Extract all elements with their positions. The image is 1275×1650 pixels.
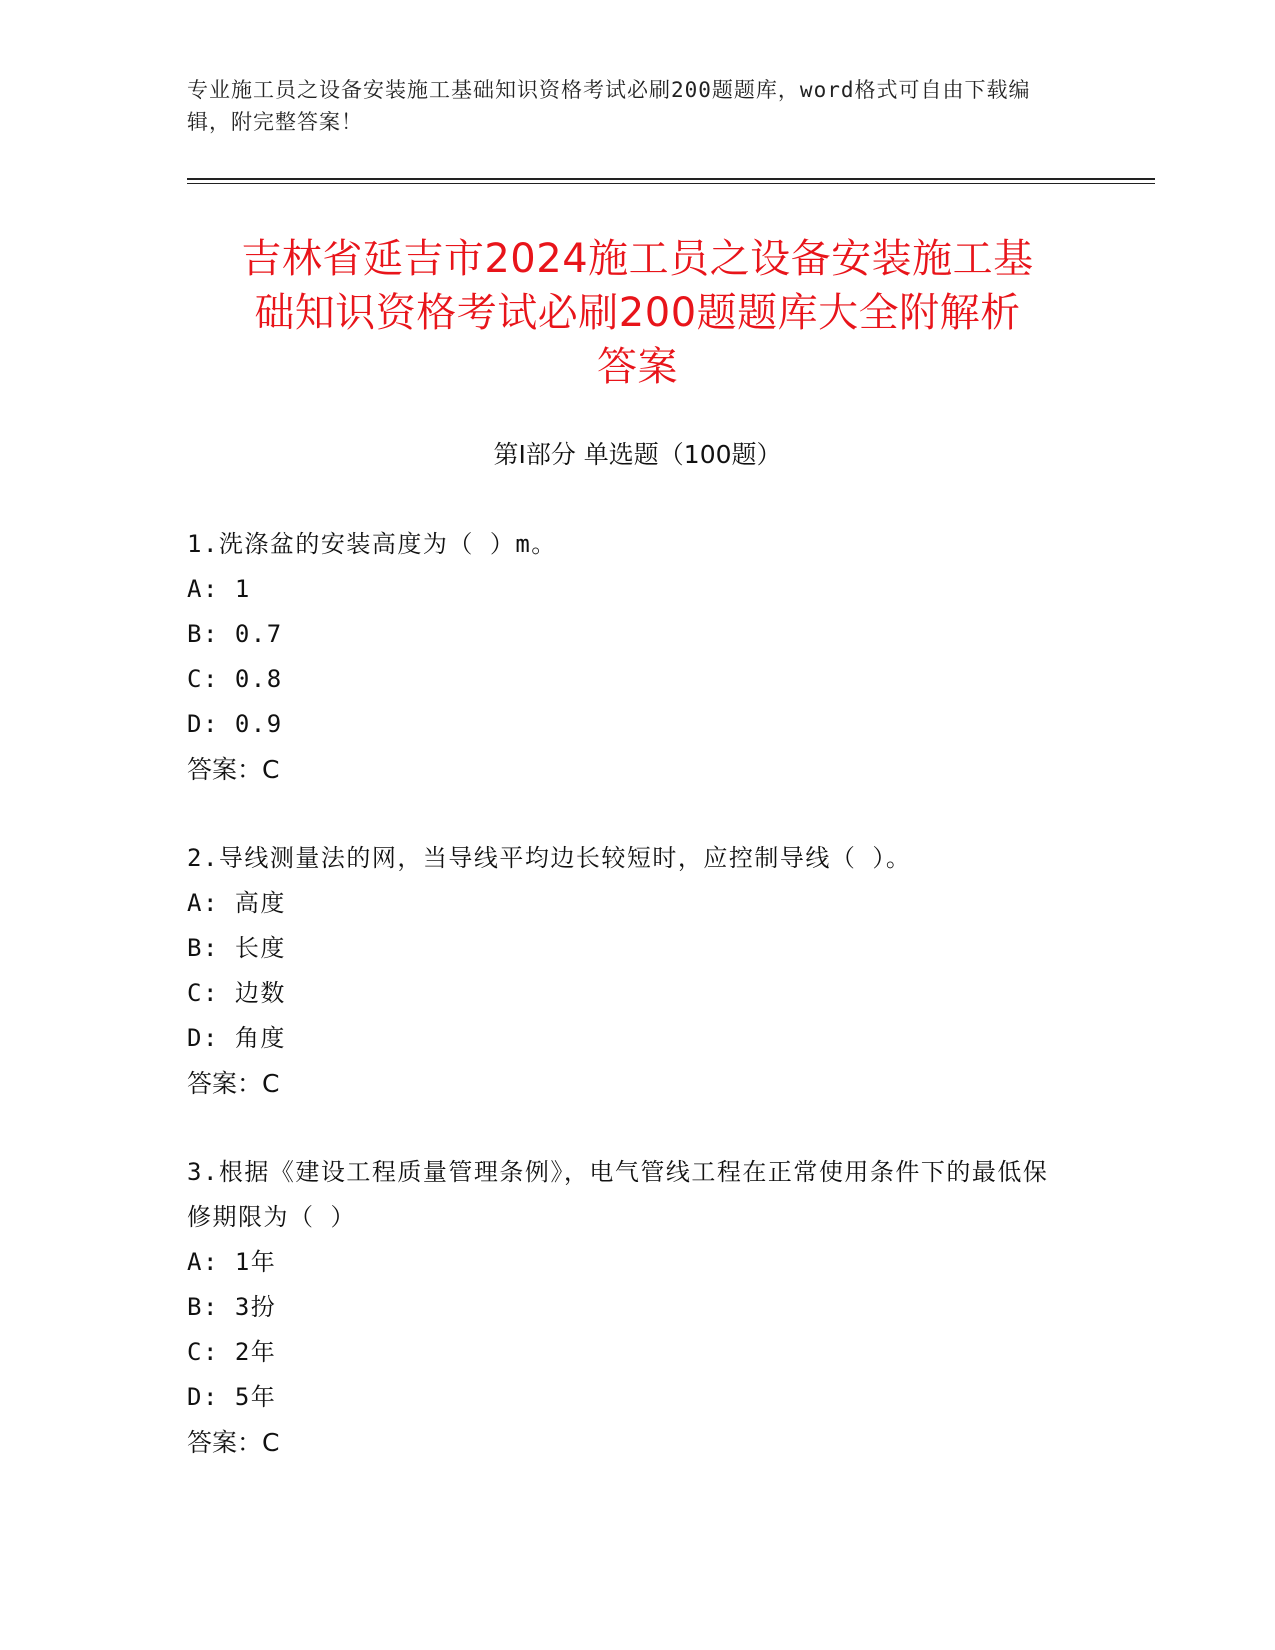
option-a: A: 1年	[187, 1248, 277, 1276]
question-2	[187, 836, 1087, 1106]
option-d: D: 角度	[187, 1024, 286, 1052]
question-3	[187, 1150, 1087, 1465]
option-c: C: 2年	[187, 1338, 277, 1366]
option-b: B: 3扮	[187, 1293, 277, 1321]
question-1	[187, 522, 1087, 792]
option-a: A: 1	[187, 575, 251, 603]
question-list	[187, 522, 1087, 1509]
answer: 答案：C	[187, 1069, 280, 1098]
header-note: 专业施工员之设备安装施工基础知识资格考试必刷200题题库，word格式可自由下载编辑，附完整答案！	[187, 78, 1031, 134]
title-line-1: 吉林省延吉市2024施工员之设备安装施工基	[241, 236, 1034, 282]
option-b: B: 长度	[187, 934, 286, 962]
section-title: 第Ⅰ部分 单选题（100题）	[493, 440, 782, 469]
question-stem: 1.洗涤盆的安装高度为（ ）m。	[187, 530, 557, 558]
title-line-2: 础知识资格考试必刷200题题库大全附解析	[254, 290, 1021, 336]
option-d: D: 0.9	[187, 710, 283, 738]
option-b: B: 0.7	[187, 620, 283, 648]
question-stem: 3.根据《建设工程质量管理条例》，电气管线工程在正常使用条件下的最低保修期限为（ ）	[187, 1158, 1049, 1231]
answer: 答案：C	[187, 755, 280, 784]
option-d: D: 5年	[187, 1383, 277, 1411]
header-divider-thick	[187, 178, 1155, 180]
document-title	[170, 232, 1105, 394]
question-stem: 2.导线测量法的网，当导线平均边长较短时，应控制导线（ ）。	[187, 844, 912, 872]
title-line-3: 答案	[597, 344, 678, 390]
header-divider-thin	[187, 183, 1155, 184]
option-c: C: 边数	[187, 979, 286, 1007]
answer: 答案：C	[187, 1428, 280, 1457]
option-c: C: 0.8	[187, 665, 283, 693]
option-a: A: 高度	[187, 889, 286, 917]
